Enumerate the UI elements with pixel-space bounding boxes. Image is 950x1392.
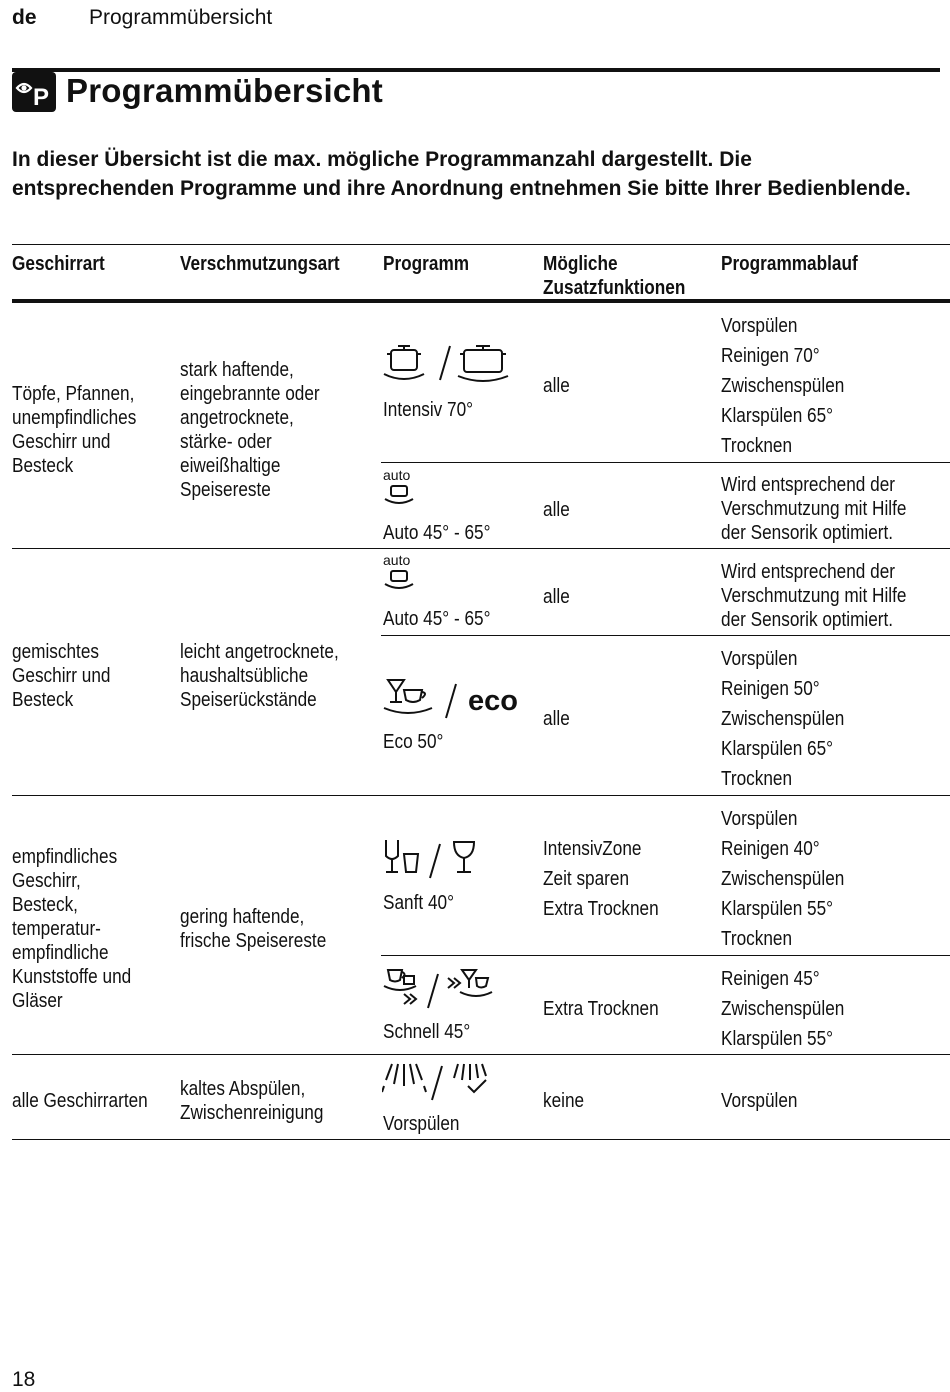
cell-line: angetrocknete, <box>180 407 294 429</box>
cell-line: Zwischenspülen <box>721 998 845 1020</box>
cell-line: Extra Trocknen <box>543 898 659 920</box>
program-name: Auto 45° - 65° <box>383 522 491 544</box>
cell-line: Zeit sparen <box>543 868 630 890</box>
cell-line: Wird entsprechend der <box>721 561 896 583</box>
cell-line: temperatur- <box>12 918 101 940</box>
program-name: Sanft 40° <box>383 892 454 914</box>
program-name: Intensiv 70° <box>383 399 474 421</box>
geschirr-cell <box>12 845 131 1013</box>
geschirr-cell <box>12 1089 148 1113</box>
cell-line: alle <box>543 586 570 608</box>
table-bottom-rule <box>12 1139 950 1140</box>
cell-line: Trocknen <box>721 768 793 790</box>
row-rule <box>12 548 950 549</box>
language-code: de <box>12 6 37 29</box>
page-number: 18 <box>12 1368 36 1391</box>
intro-paragraph: In dieser Übersicht ist die max. mögliche Programmanzahl dargestellt. Die entsprechenden Programme und ihre Anordnung entnehmen Sie bitte Ihrer Bedienblende. <box>12 148 911 200</box>
cell-line: Besteck <box>12 455 74 477</box>
cell-line: alle Geschirrarten <box>12 1090 148 1112</box>
zusatz-cell <box>543 834 659 924</box>
program-name: Vorspülen <box>383 1113 460 1135</box>
cell-line: alle <box>543 708 570 730</box>
cell-line: Klarspülen 55° <box>721 1028 834 1050</box>
page-title: Programmübersicht <box>66 72 383 109</box>
cell-line: Geschirr, <box>12 870 81 892</box>
cell-line: Vorspülen <box>721 648 798 670</box>
cell-line: Klarspülen 65° <box>721 738 834 760</box>
cell-line: Besteck, <box>12 894 78 916</box>
program-name: Schnell 45° <box>383 1021 471 1043</box>
cell-line: leicht angetrocknete, <box>180 641 339 663</box>
column-header-programm: Programm <box>383 253 470 275</box>
cell-line: Töpfe, Pfannen, <box>12 383 135 405</box>
cell-line: Vorspülen <box>721 1090 798 1112</box>
cell-line: Gläser <box>12 990 63 1012</box>
cell-line: Verschmutzung mit Hilfe <box>721 498 907 520</box>
cell-line: der Sensorik optimiert. <box>721 609 894 631</box>
program-overview-icon <box>12 72 56 112</box>
row-rule <box>12 1054 950 1055</box>
ablauf-cell <box>721 1089 798 1113</box>
cell-line: Trocknen <box>721 928 793 950</box>
cell-line: empfindliche <box>12 942 109 964</box>
zusatz-cell <box>543 498 570 522</box>
cell-line: keine <box>543 1090 585 1112</box>
zusatz-cell <box>543 374 570 398</box>
cell-line: eiweißhaltige <box>180 455 281 477</box>
program-name: Auto 45° - 65° <box>383 608 491 630</box>
auto-icon-label: auto <box>383 467 411 483</box>
cell-line: Vorspülen <box>721 315 798 337</box>
cell-line: unempfindliches <box>12 407 137 429</box>
geschirr-cell <box>12 640 110 712</box>
column-header-programmablauf: Programmablauf <box>721 253 858 275</box>
cell-line: Speiserückstände <box>180 689 317 711</box>
geschirr-cell <box>12 382 136 478</box>
cell-line: Speisereste <box>180 479 271 501</box>
ablauf-cell <box>721 560 906 632</box>
cell-line: Geschirr und <box>12 665 111 687</box>
cell-line: Reinigen 40° <box>721 838 820 860</box>
sanft-icon <box>382 838 482 885</box>
ablauf-cell <box>721 964 844 1054</box>
column-header-zusatzfunktionen: Mögliche Zusatzfunktionen <box>543 253 686 299</box>
cell-line: Reinigen 70° <box>721 345 820 367</box>
eco-icon-label: eco <box>468 685 518 717</box>
ablauf-cell <box>721 311 844 461</box>
cell-line: alle <box>543 499 570 521</box>
zusatz-cell <box>543 585 570 609</box>
cell-line: gemischtes <box>12 641 99 663</box>
ablauf-cell <box>721 473 906 545</box>
cell-line: stark haftende, <box>180 359 294 381</box>
cell-line: Zwischenspülen <box>721 868 845 890</box>
cell-line: Klarspülen 65° <box>721 405 834 427</box>
zusatz-cell <box>543 1089 584 1113</box>
cell-line: empfindliches <box>12 846 118 868</box>
auto-icon-label: auto <box>383 552 411 568</box>
zusatz-cell <box>543 997 659 1021</box>
running-section-title: Programmübersicht <box>89 6 273 29</box>
cell-line: frische Speisereste <box>180 930 327 952</box>
ablauf-cell <box>721 644 844 794</box>
column-header-verschmutzungsart: Verschmutzungsart <box>180 253 340 275</box>
intensiv-icon <box>382 340 512 393</box>
cell-line: Reinigen 45° <box>721 968 820 990</box>
cell-line: Zwischenspülen <box>721 375 845 397</box>
verschmutzung-cell <box>180 640 339 712</box>
row-rule <box>381 635 950 636</box>
table-header-rule <box>12 299 950 303</box>
cell-line: Reinigen 50° <box>721 678 820 700</box>
eco-icon <box>382 676 522 727</box>
cell-line: kaltes Abspülen, <box>180 1078 306 1100</box>
table-top-rule <box>12 244 950 245</box>
auto-icon <box>382 467 422 514</box>
cell-line: Klarspülen 55° <box>721 898 834 920</box>
cell-line: Wird entsprechend der <box>721 474 896 496</box>
cell-line: Besteck <box>12 689 74 711</box>
cell-line: gering haftende, <box>180 906 305 928</box>
cell-line: Kunststoffe und <box>12 966 132 988</box>
verschmutzung-cell <box>180 905 326 953</box>
zusatz-cell <box>543 707 570 731</box>
schnell-icon <box>382 966 498 1015</box>
vorspuelen-icon <box>382 1060 498 1107</box>
cell-line: stärke- oder <box>180 431 272 453</box>
cell-line: Geschirr und <box>12 431 111 453</box>
cell-line: alle <box>543 375 570 397</box>
cell-line: Vorspülen <box>721 808 798 830</box>
column-header-geschirrart: Geschirrart <box>12 253 105 275</box>
cell-line: Extra Trocknen <box>543 998 659 1020</box>
row-rule <box>381 955 950 956</box>
cell-line: eingebrannte oder <box>180 383 320 405</box>
row-rule <box>381 462 950 463</box>
svg-text:P: P <box>33 84 50 111</box>
cell-line: Trocknen <box>721 435 793 457</box>
cell-line: Zwischenspülen <box>721 708 845 730</box>
cell-line: haushaltsübliche <box>180 665 309 687</box>
cell-line: der Sensorik optimiert. <box>721 522 894 544</box>
auto-icon <box>382 552 422 599</box>
ablauf-cell <box>721 804 844 954</box>
running-header <box>12 6 273 30</box>
cell-line: Zwischenreinigung <box>180 1102 324 1124</box>
verschmutzung-cell <box>180 1077 323 1125</box>
cell-line: IntensivZone <box>543 838 642 860</box>
cell-line: Verschmutzung mit Hilfe <box>721 585 907 607</box>
row-rule <box>12 795 950 796</box>
program-name: Eco 50° <box>383 731 444 753</box>
verschmutzung-cell <box>180 358 320 502</box>
